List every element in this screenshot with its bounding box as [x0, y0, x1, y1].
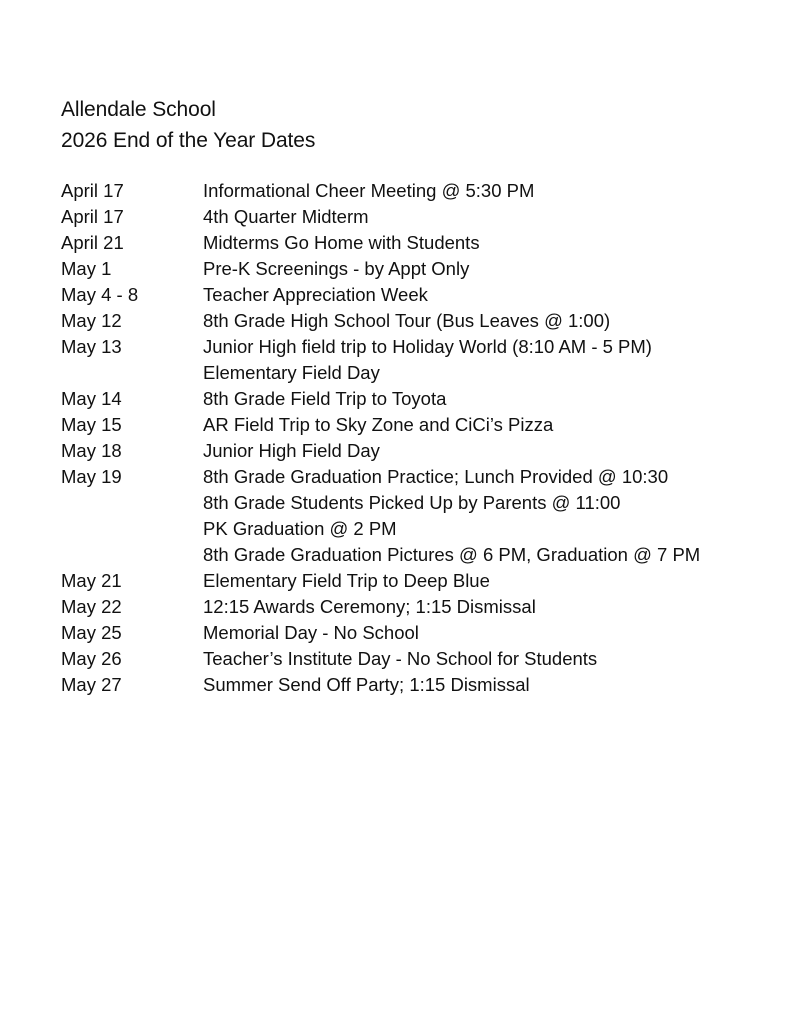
entry-events	[203, 568, 781, 594]
entry-events	[203, 620, 781, 646]
schedule-entry	[61, 256, 781, 282]
entry-date: May 25	[61, 622, 122, 643]
entry-event: Junior High field trip to Holiday World (8:10 AM - 5 PM)	[203, 336, 652, 357]
entry-event: PK Graduation @ 2 PM	[203, 518, 397, 539]
entry-date: May 19	[61, 466, 122, 487]
entry-events	[203, 646, 781, 672]
entry-events	[203, 282, 781, 308]
document-header	[61, 94, 315, 156]
entry-events	[203, 464, 781, 568]
entry-date: May 15	[61, 414, 122, 435]
entry-events	[203, 204, 781, 230]
entry-events	[203, 412, 781, 438]
entry-date: May 12	[61, 310, 122, 331]
schedule-entry	[61, 620, 781, 646]
entry-date: May 27	[61, 674, 122, 695]
schedule-entry	[61, 594, 781, 620]
schedule-entry	[61, 334, 781, 386]
schedule-entry	[61, 230, 781, 256]
entry-events	[203, 178, 781, 204]
entry-event: 8th Grade Graduation Practice; Lunch Provided @ 10:30	[203, 466, 669, 487]
schedule-entry	[61, 438, 781, 464]
entry-events	[203, 438, 781, 464]
entry-events	[203, 672, 781, 698]
entry-event: 12:15 Awards Ceremony; 1:15 Dismissal	[203, 596, 536, 617]
schedule-entry	[61, 204, 781, 230]
schedule-entry	[61, 386, 781, 412]
entry-event: Summer Send Off Party; 1:15 Dismissal	[203, 674, 530, 695]
entry-date: April 17	[61, 206, 124, 227]
entry-event: Informational Cheer Meeting @ 5:30 PM	[203, 180, 535, 201]
entry-events	[203, 386, 781, 412]
entry-date: May 18	[61, 440, 122, 461]
entry-event: Midterms Go Home with Students	[203, 232, 480, 253]
schedule-entry	[61, 646, 781, 672]
entry-event: Memorial Day - No School	[203, 622, 419, 643]
entry-events	[203, 256, 781, 282]
entry-event: 8th Grade Graduation Pictures @ 6 PM, Graduation @ 7 PM	[203, 544, 701, 565]
entry-date: April 21	[61, 232, 124, 253]
entry-event: Junior High Field Day	[203, 440, 380, 461]
entry-date: May 21	[61, 570, 122, 591]
schedule-entry	[61, 178, 781, 204]
schedule-entry	[61, 672, 781, 698]
entry-date: May 14	[61, 388, 122, 409]
schedule-entry	[61, 308, 781, 334]
entry-event: 4th Quarter Midterm	[203, 206, 369, 227]
entry-event: 8th Grade Field Trip to Toyota	[203, 388, 447, 409]
schedule-entry	[61, 568, 781, 594]
entry-event: Teacher’s Institute Day - No School for Students	[203, 648, 598, 669]
entry-event: Teacher Appreciation Week	[203, 284, 428, 305]
entry-event: Elementary Field Trip to Deep Blue	[203, 570, 490, 591]
entry-events	[203, 334, 781, 386]
schedule-entry	[61, 282, 781, 308]
entry-date: April 17	[61, 180, 124, 201]
entry-event: AR Field Trip to Sky Zone and CiCi’s Pizza	[203, 414, 554, 435]
schedule-list	[61, 178, 781, 698]
entry-events	[203, 230, 781, 256]
entry-event: 8th Grade High School Tour (Bus Leaves @ 1:00)	[203, 310, 611, 331]
entry-events	[203, 308, 781, 334]
school-name: Allendale School	[61, 98, 216, 121]
entry-event: Pre-K Screenings - by Appt Only	[203, 258, 470, 279]
entry-date: May 26	[61, 648, 122, 669]
entry-event: Elementary Field Day	[203, 362, 380, 383]
entry-date: May 4 - 8	[61, 284, 139, 305]
entry-events	[203, 594, 781, 620]
document-title: 2026 End of the Year Dates	[61, 129, 316, 152]
entry-date: May 22	[61, 596, 122, 617]
entry-date: May 13	[61, 336, 122, 357]
entry-event: 8th Grade Students Picked Up by Parents @ 11:00	[203, 492, 621, 513]
schedule-entry	[61, 412, 781, 438]
entry-date: May 1	[61, 258, 112, 279]
schedule-entry	[61, 464, 781, 568]
